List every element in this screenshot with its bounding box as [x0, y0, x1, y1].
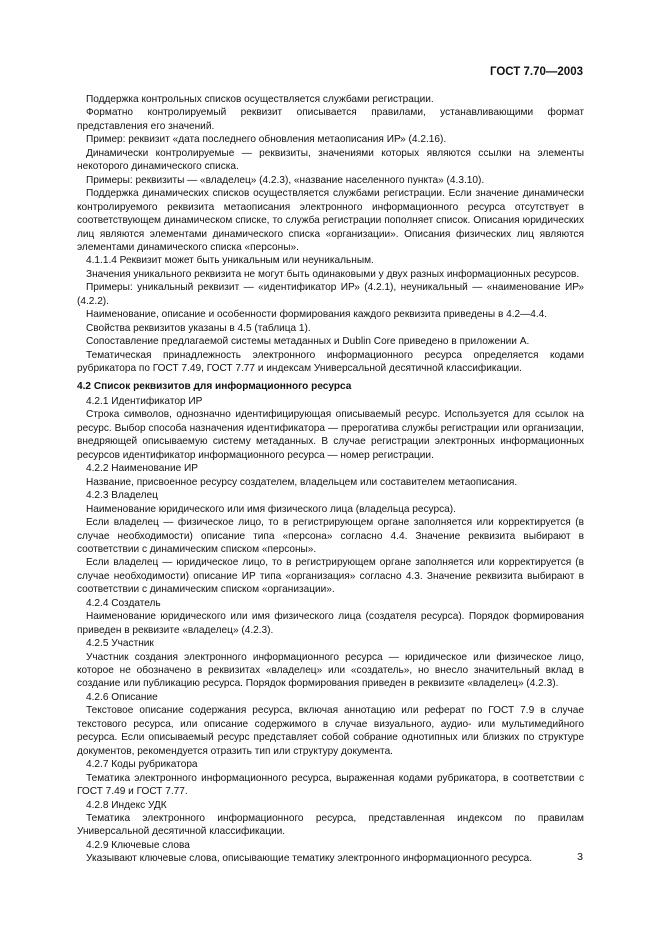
paragraph: Значения уникального реквизита не могут быть одинаковыми у двух разных информационных ресурсов.: [86, 268, 580, 280]
paragraph: Указывают ключевые слова, описывающие тематику электронного информационного ресурса.: [86, 853, 533, 865]
subsection-title: 4.2.9 Ключевые слова: [86, 839, 190, 851]
document-body: [77, 93, 584, 866]
example-paragraph: Пример: реквизит «дата последнего обновления метаописания ИР» (4.2.16).: [86, 134, 447, 146]
document-code-header: ГОСТ 7.70—2003: [489, 66, 583, 78]
subsection-title: 4.2.1 Идентификатор ИР: [86, 395, 203, 407]
paragraph: Поддержка контрольных списков осуществляется службами регистрации.: [86, 94, 434, 105]
clause-paragraph: 4.1.1.4 Реквизит может быть уникальным или неуникальным.: [86, 255, 374, 267]
paragraph: Динамически контролируемые — реквизиты, значениями которых являются ссылки на элементы некоторого динамического списка.: [77, 147, 584, 173]
example-paragraph: Примеры: уникальный реквизит — «идентификатор ИР» (4.2.1), неуникальный — «наименование ИР» (4.2.2).: [77, 282, 584, 307]
subsection-title: 4.2.6 Описание: [86, 691, 158, 703]
paragraph: Участник создания электронного информационного ресурса — юридическое или физическое лицо, которое не обозначено в реквизитах «владелец» или «создатель», но внесло значительный вклад в создание или публикацию ресурса. Порядок формирования приведен в реквизите «владелец» (4.2.3).: [77, 651, 584, 690]
example-paragraph: Примеры: реквизиты — «владелец» (4.2.3), «название населенного пункта» (4.3.10).: [86, 174, 485, 186]
paragraph: Наименование юридического или имя физического лица (создателя ресурса). Порядок формирования приведен в реквизите «владелец» (4.2.3).: [77, 611, 584, 636]
paragraph: Название, присвоенное ресурсу создателем, владельцем или составителем метаописания.: [86, 476, 518, 488]
subsection-title: 4.2.2 Наименование ИР: [86, 463, 199, 475]
paragraph: Тематика электронного информационного ресурса, представленная индексом по правилам Универсальной десятичной классификации.: [77, 813, 584, 838]
subsection-title: 4.2.8 Индекс УДК: [86, 799, 167, 811]
paragraph: Наименование, описание и особенности формирования каждого реквизита приведены в 4.2—4.4.: [86, 309, 548, 321]
paragraph: Если владелец — юридическое лицо, то в регистрирующем органе заполняется или корректируется (в случае необходимости) описание ИР типа «организация» согласно 4.3. Значение реквизита выбирают в соответствии с динамическим списком «организации».: [77, 557, 584, 596]
subsection-title: 4.2.3 Владелец: [86, 490, 158, 502]
paragraph: Наименование юридического или имя физического лица (владельца ресурса).: [86, 503, 456, 515]
paragraph: Поддержка динамических списков осуществляется службами регистрации. Если значение динамически контролируемого реквизита метаописания электронного информационного ресурса отсутствует в соответствующем динамическом списке, то служба регистрации пополняет список. Описания юридических лиц являются элементами динамического списка «организации». Описания физических лиц являются элементами динамического списка «персоны».: [77, 188, 584, 253]
subsection-title: 4.2.4 Создатель: [86, 597, 161, 609]
paragraph: Тематика электронного информационного ресурса, выраженная кодами рубрикатора, в соответствии с ГОСТ 7.49 и ГОСТ 7.77.: [77, 772, 584, 798]
paragraph: Строка символов, однозначно идентифицирующая описываемый ресурс. Используется для ссылок на ресурс. Выбор способа назначения идентификатора — прерогатива службы регистрации или организации, внедряющей описываемую систему метаданных. В случае регистрации электронных информационных ресурсов идентификатор информационного ресурса — номер регистрации.: [77, 409, 584, 461]
page-number: 3: [577, 851, 583, 863]
subsection-title: 4.2.5 Участник: [86, 638, 154, 650]
paragraph: Текстовое описание содержания ресурса, включая аннотацию или реферат по ГОСТ 7.9 в случае текстового ресурса, или описание содержимого в случае визуального, аудио- или мультимедийного ресурса. Если описываемый ресурс представляет собой собрание однотипных или близких по структуре документов, рекомендуется отразить тип или структуру документа.: [77, 705, 584, 757]
paragraph: Форматно контролируемый реквизит описывается правилами, устанавливающими формат представления его значений.: [77, 107, 584, 132]
subsection-title: 4.2.7 Коды рубрикатора: [86, 759, 198, 771]
paragraph: Свойства реквизитов указаны в 4.5 (таблица 1).: [86, 322, 311, 334]
paragraph: Тематическая принадлежность электронного информационного ресурса определяется кодами рубрикатора по ГОСТ 7.49, ГОСТ 7.77 и индексам Универсальной десятичной классификации.: [77, 349, 584, 375]
paragraph: Если владелец — физическое лицо, то в регистрирующем органе заполняется или корректируется (в случае необходимости) описание типа «персона» согласно 4.4. Значение реквизита выбирают в соответствии с динамическим списком «персоны».: [77, 517, 584, 555]
paragraph: Сопоставление предлагаемой системы метаданных и Dublin Core приведено в приложении А.: [86, 336, 530, 348]
section-heading: 4.2 Список реквизитов для информационного ресурса: [77, 380, 352, 392]
